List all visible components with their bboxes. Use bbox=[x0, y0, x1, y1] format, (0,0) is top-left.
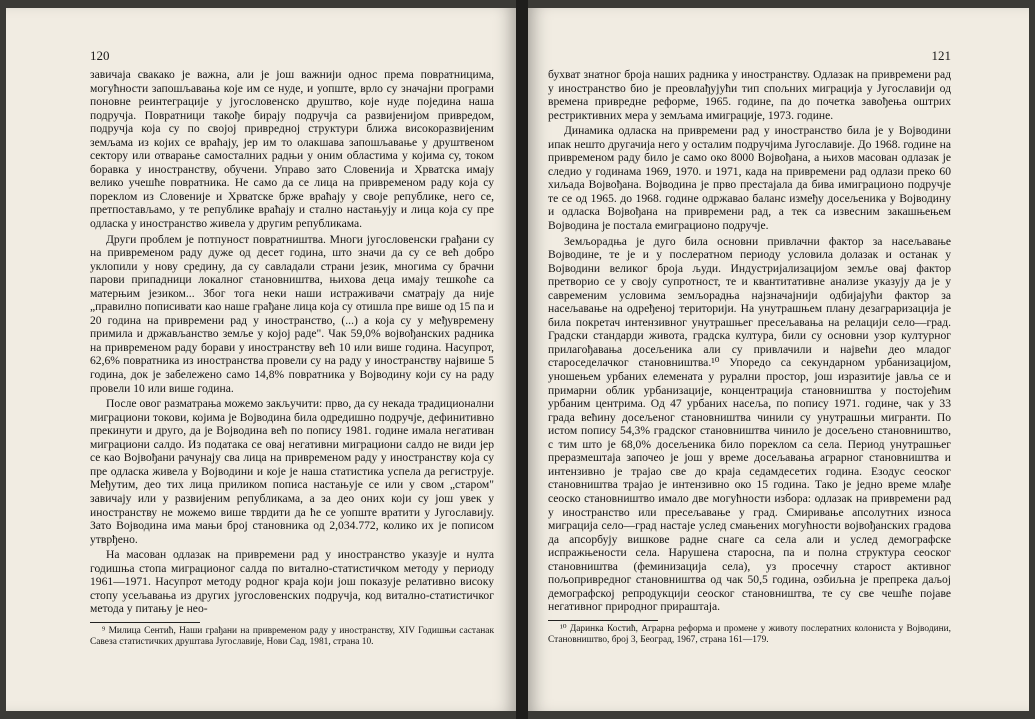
left-paragraph-4: На масован одлазак на привремени рад у иностранство указује и нулта годишња стопа миграционог салда по витално-статистичком методу у периоду 1961—1971. Насупрот методу родног краја који још показује релативно високу стопу усељавања из других југословенских подручја, код витално-статистичког метода у питању је нео- bbox=[90, 548, 494, 616]
book-gutter bbox=[516, 0, 528, 719]
footnote-left: ⁹ Милица Сентић, Наши грађани на привременом раду у иностранству, XIV Годишњи састанак Савеза статистичких друштава Југославије, Нови Сад, 1981, страна 10. bbox=[90, 625, 494, 647]
right-page bbox=[528, 8, 1029, 711]
page-number-left: 120 bbox=[90, 48, 110, 63]
right-paragraph-2: Динамика одласка на привремени рад у иностранство била је у Војводини ипак нешто другачија него у осталим подручјима Југославије. До 1968. године на привременом раду било је само око 8000 Војвођана, а њихов масован одлазак је следио у годинама 1969, 1970. и 1971, када на привремени рад одлази преко 60 хиљада Војвођана. Војводина је прво престајала да бива имиграционо подручје те се од 1965. до 1968. године одржавао баланс између досељеника у Војводину и одласка Војвођана на привремени рад, а тек са извесним закашњењем Војводина је постала емиграционо подручје. bbox=[548, 124, 951, 233]
footnote-rule-right bbox=[548, 620, 658, 621]
left-page bbox=[6, 8, 516, 711]
footnote-right: ¹⁰ Даринка Костић, Аграрна реформа и промене у животу послератних колониста у Војводини, Становништво, број 3, Београд, 1967, страна 161—179. bbox=[548, 623, 951, 645]
left-paragraph-3: После овог разматрања можемо закључити: прво, да су некада традиционални миграциони токови, којима је Војводина била одредишно подручје, дефинитивно прекинути и друго, да је Војводина већ по попису 1981. године имала негативан миграциони салдо. Из података се овај негативни миграциони салдо не види јер се као Војвођани рачунају сва лица на привременом раду у иностранству која су пре одласка живела у Војводини и које је наша статистика успела да региструје. Међутим, део тих лица приликом пописа настањује се или у свом „старом" завичају или у развијеним републикама, а за део оних који су још увек у иностранству не можемо више тврдити да ће се уопште вратити у Југославију. Зато Војводина има мањи број становника од 2,034.772, колико их је пописом утврђено. bbox=[90, 397, 494, 546]
left-paragraph-1: завичаја свакако је важна, али је још важнији однос према повратницима, могућности запошљавања које им се нуде, и уопште, врло су значајни програми поновне реинтеграције у југословенско друштво, које нуде поједина наша подручја. Повратници такође бирају подручја са развијенијом привредом, подручја која су по својој привредној структури ближа високоразвијеним земљама из којих се враћају, јер им то олакшава запошљавање у друштвеном сектору или отварање самосталних радњи у оним областима у којима су, током боравка у иностранству, обучени. Управо зато Словенија и Хрватска имају велико учешће повратника. Не само да се лица на привременом раду која су пореклом из Словеније и Хрватске брже враћају у своје републике, него се, претпостављамо, у те републике враћају и стално настањују и лица која су пре одласка у иностранство живела у другим републикама. bbox=[90, 68, 494, 231]
right-paragraph-1: бухват знатног броја наших радника у иностранству. Одлазак на привремени рад у иностранство био је преовлађујући тип спољних миграција у Југославији од времена привредне реформе, 1965. године, па до почетка завођења оштрих рестриктивних мера у земљама имиграције, 1973. године. bbox=[548, 68, 951, 122]
right-paragraph-3: Земљорадња је дуго била основни привлачни фактор за насељавање Војводине, те је и у послератном периоду условила долазак и останак у Војводини великог броја људи. Индустријализацијом земље овај фактор претворио се у своју супротност, те и квантитативне анализе указују да је у савременим условима земљорадња најзначајнији одбијајући фактор за насељавање на одређеној територији. На унутрашњем плану дезаграризација је била покретач интензивног унутрашњег пресељавања на релацији село—град. Градски стандарди живота, градска култура, били су основни узор културног прилагођавања досељеника али су привлачили и највећи део младог староседелачког становништва.¹⁰ Упоредо са секундарном урбанизацијом, уношењем урбаних елемената у рурални простор, још изразитије јавља се и примарни облик урбанизације, концентрација становништва у постојећим урбаним центрима. Од 47 урбаних насеља, по попису 1971. године, чак у 33 града већину досељеног становништва чинили су унутрашњи мигранти. По истом попису 54,3% градског становништва чинило је досељено становништво, с тим што је 68,0% досељеника било пореклом са села. Период унутрашњег преразмештаја започео је још у време досељавања аграрног становништва и интензивно је трајао све до краја седамдесетих година. Езодус сеоског становништва трајао је интензивно око 15 година. Тако је једно време млађе сеоско становништво имало две могућности избора: одлазак на привремени рад у иностранство или пресељавање у град. Смиривање апсолутних износа миграција село—град настаје услед смањених могућности војвођанских градова да апсорбују вишкове радне снаге са села али и услед демографске испражњености села. Нарушена старосна, па и полна структура сеоског становништва (феминизација села), уз просечну старост активног пољопривредног становништва од чак 50,5 година, озбиљна је препрека даљој демографској репродукцији сеоског становништва, те су све чешће појаве негативног природног прираштаја. bbox=[548, 234, 951, 614]
left-paragraph-2: Други проблем је потпуност повратништва. Многи југословенски грађани су на привременом раду дуже од десет година, што значи да су се већ добро уклопили у нову средину, да су савладали страни језик, многима су брачни парови припадници локалног становништва, њихова деца имају тешкоће са матерњим језиком... Због тога неки наши истраживачи сматрају да није „правилно пописивати као наше грађане лица која су отишла пре више од 15 па и 20 година на привремени рад у иностранство, (...) а која су у међувремену примила и држављанство земље у којој раде". Чак 59,0% војвођанских радника на привременом раду борави у иностранству већ 10 или више година. Насупрот, 62,6% повратника из иностранства провели су на раду у иностранству највише 5 година, док је забележено само 14,8% повратника у Војводину који су на раду провели 10 или више година. bbox=[90, 232, 494, 395]
page-number-right: 121 bbox=[931, 48, 951, 63]
footnote-rule-left bbox=[90, 622, 200, 623]
